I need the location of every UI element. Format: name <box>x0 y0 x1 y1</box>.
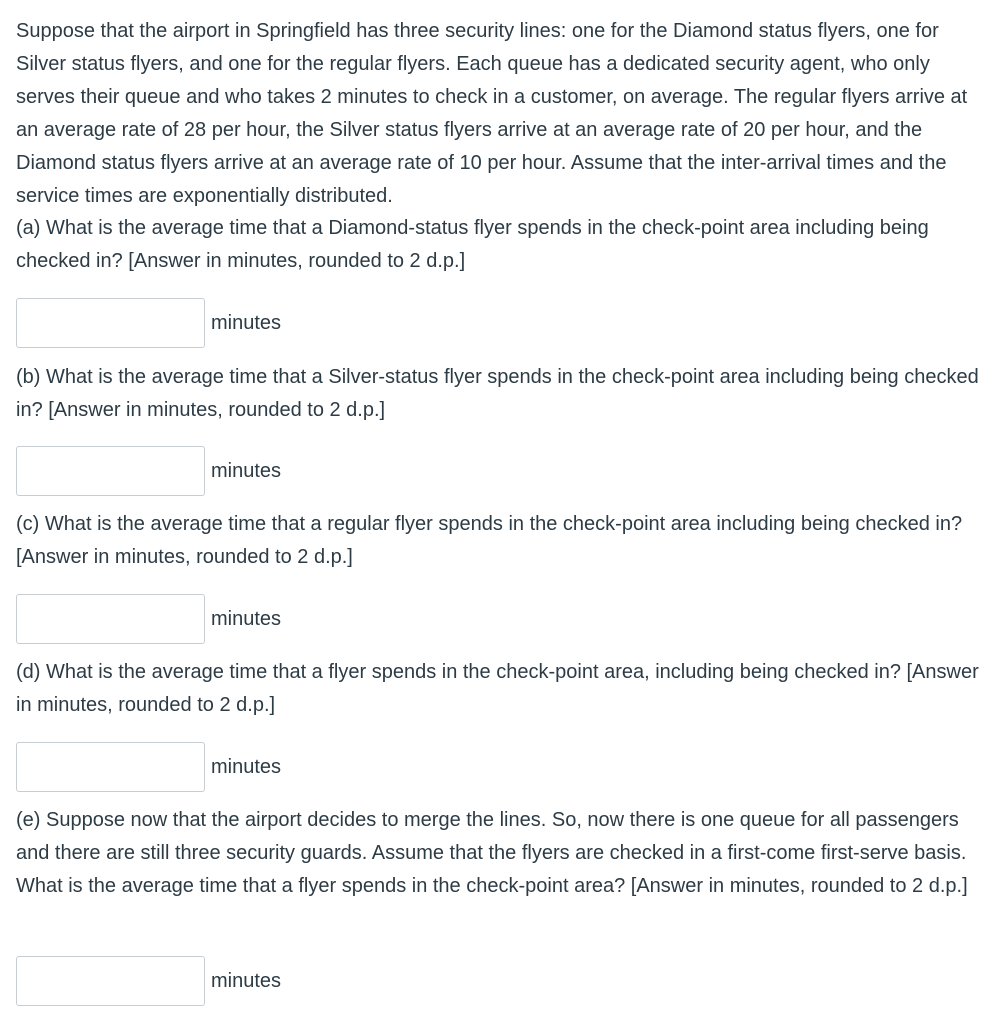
answer-row-c <box>16 593 281 645</box>
question-a-text: (a) What is the average time that a Diamond-status flyer spends in the check-point area including being checked in? [Answer in minutes, rounded to 2 d.p.] <box>16 217 929 272</box>
unit-label-b: minutes <box>211 459 282 482</box>
question-d-text: (d) What is the average time that a flyer spends in the check-point area, including being checked in? [Answer in minutes, rounded to 2 d.p.] <box>16 661 979 716</box>
answer-input-d[interactable] <box>16 742 205 792</box>
answer-input-c[interactable] <box>16 594 205 644</box>
answer-input-b[interactable] <box>16 446 205 496</box>
answer-row-a <box>16 297 281 349</box>
answer-input-a[interactable] <box>16 298 205 348</box>
unit-label-c: minutes <box>211 607 282 630</box>
unit-label-e: minutes <box>211 969 282 992</box>
problem-intro: Suppose that the airport in Springfield has three security lines: one for the Diamond status flyers, one for Silver status flyers, and one for the regular flyers. Each queue has a dedicated security agent, who only serves their queue and who takes 2 minutes to check in a customer, on average. The regular flyers arrive at an average rate of 28 per hour, the Silver status flyers arrive at an average rate of 20 per hour, and the Diamond status flyers arrive at an average rate of 10 per hour. Assume that the inter-arrival times and the service times are exponentially distributed. <box>16 20 968 207</box>
answer-row-d <box>16 741 281 793</box>
question-c-text: (c) What is the average time that a regular flyer spends in the check-point area including being checked in? [Answer in minutes, rounded to 2 d.p.] <box>16 513 963 568</box>
answer-row-e <box>16 955 281 1007</box>
question-b-text: (b) What is the average time that a Silver-status flyer spends in the check-point area including being checked in? [Answer in minutes, rounded to 2 d.p.] <box>16 366 979 421</box>
answer-row-b <box>16 445 281 497</box>
unit-label-a: minutes <box>211 311 282 334</box>
question-e-text: (e) Suppose now that the airport decides to merge the lines. So, now there is one queue for all passengers and there are still three security guards. Assume that the flyers are checked in a first-come first-serve basis. What is the average time that a flyer spends in the check-point area? [Answer in minutes, rounded to 2 d.p.] <box>16 809 968 897</box>
answer-input-e[interactable] <box>16 956 205 1006</box>
unit-label-d: minutes <box>211 755 282 778</box>
